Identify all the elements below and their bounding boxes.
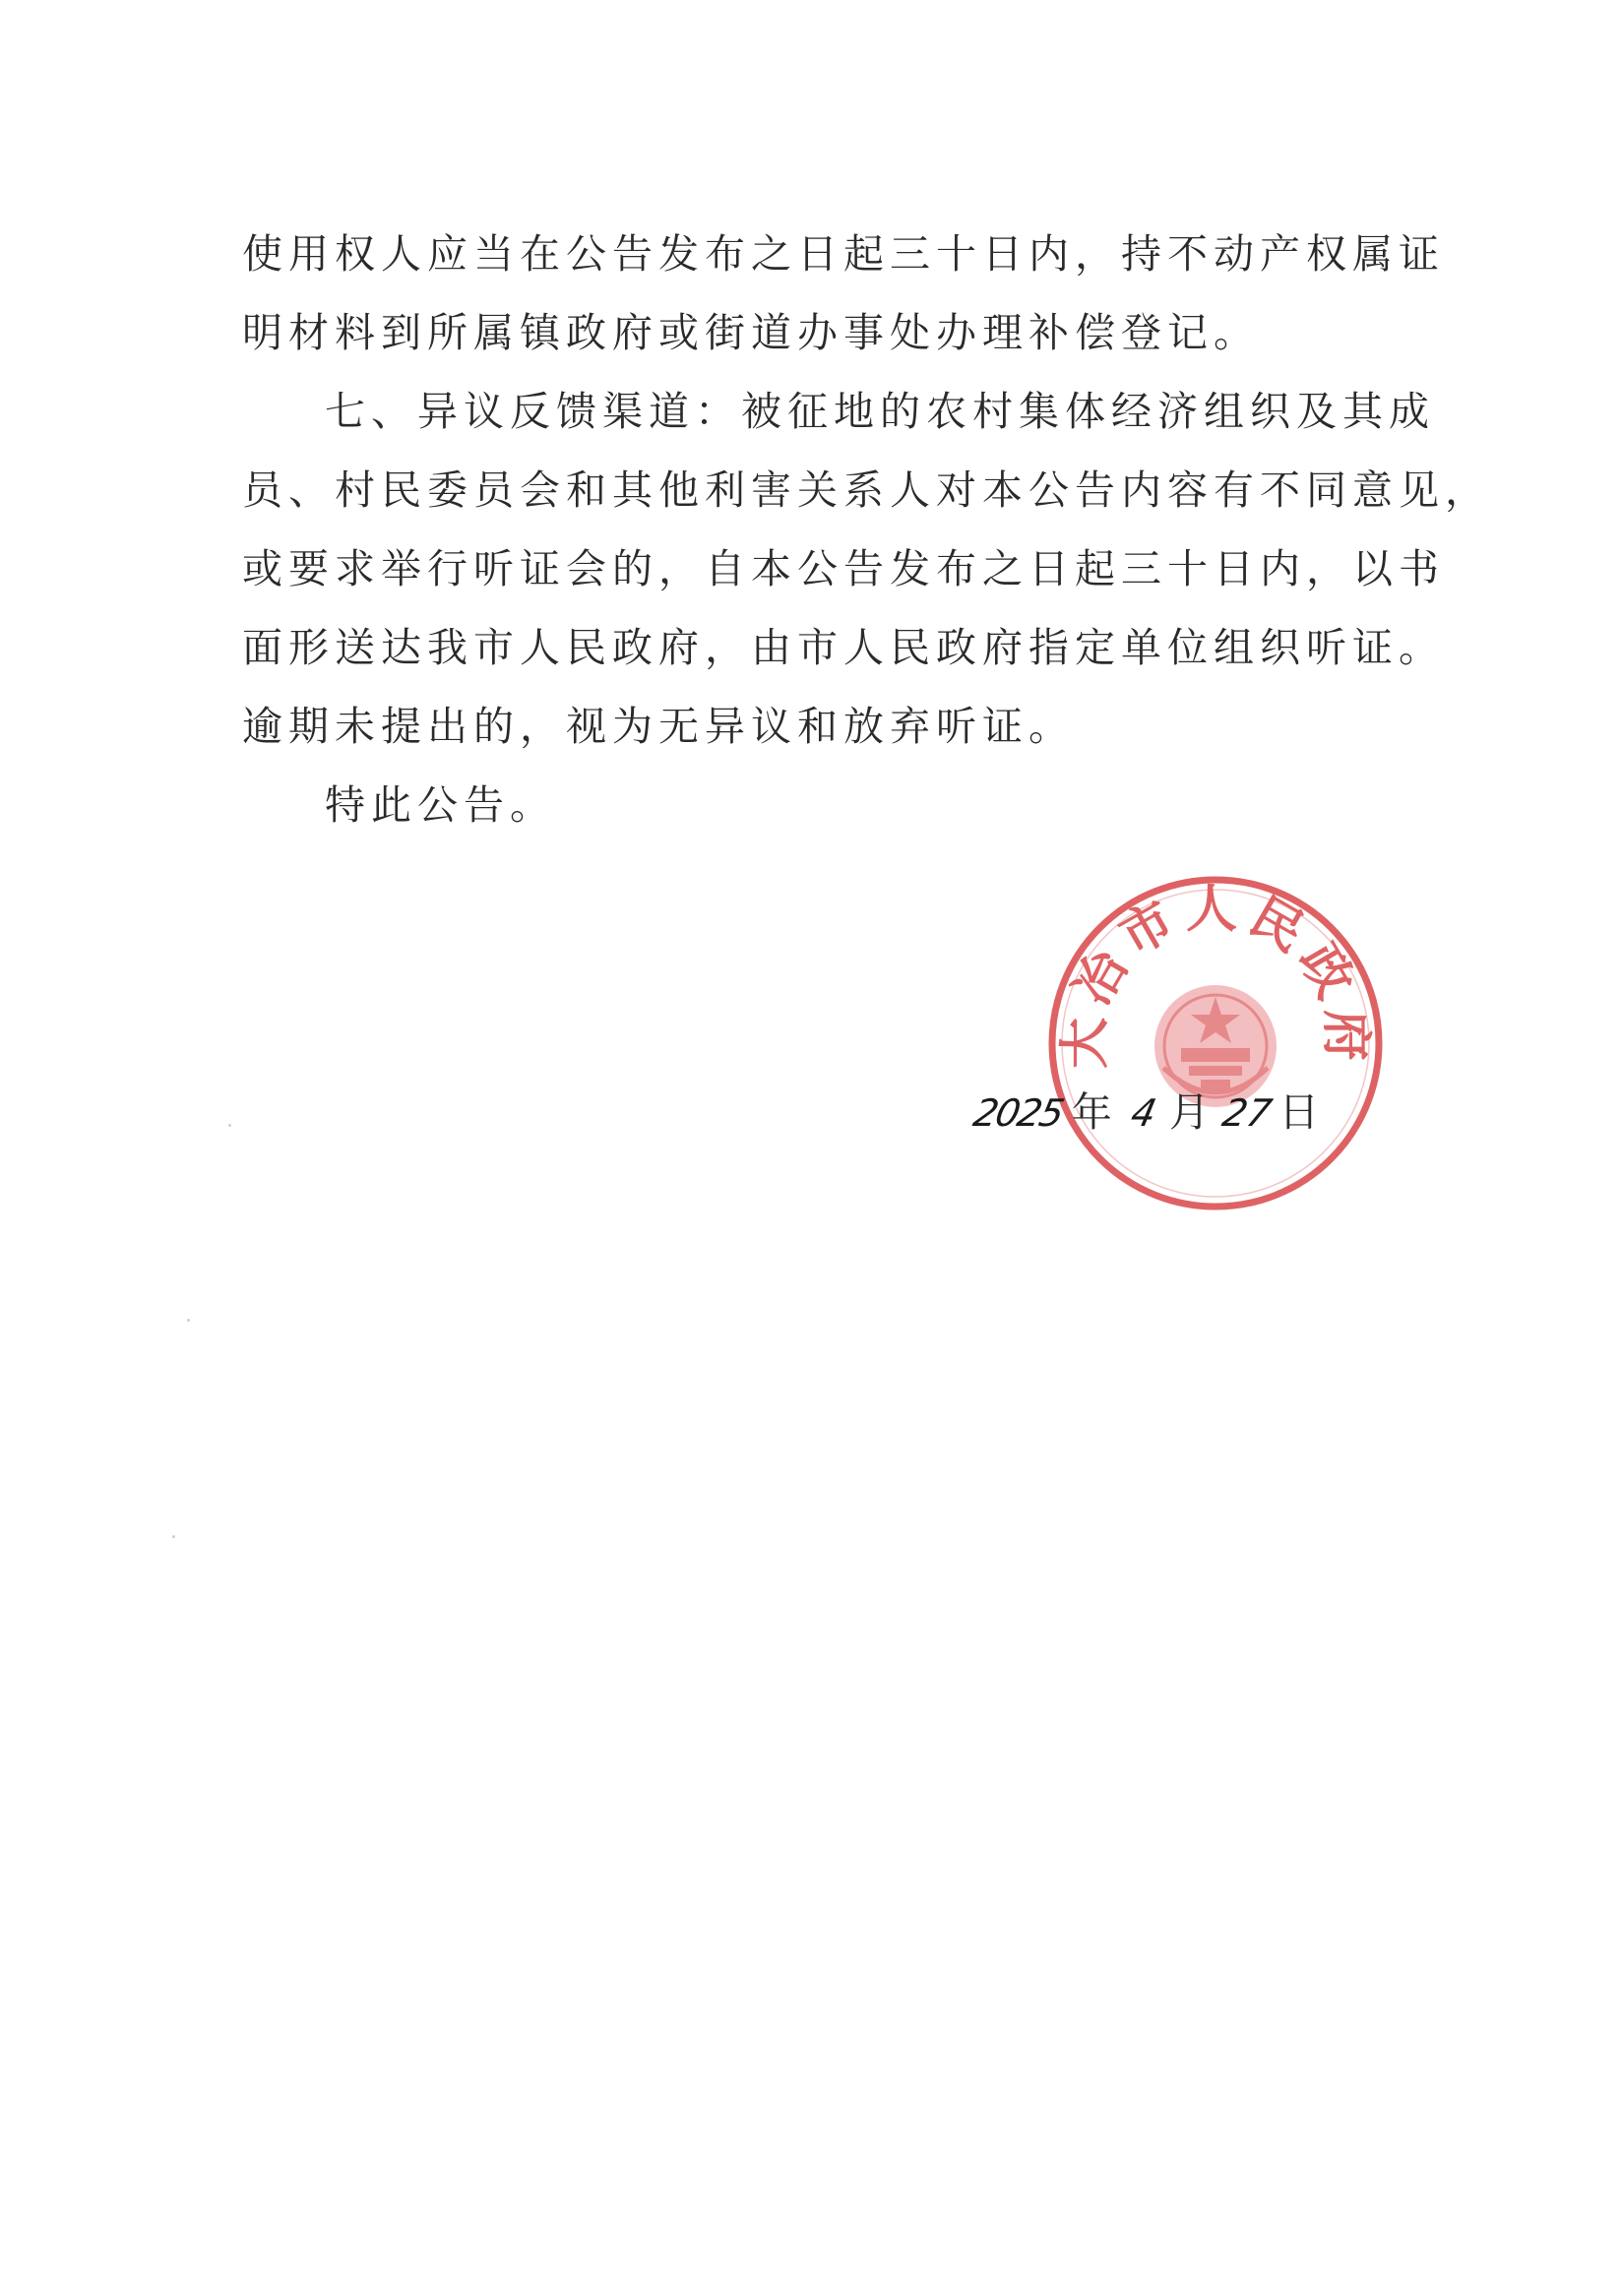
- body-line: 员、村民委员会和其他利害关系人对本公告内容有不同意见，: [242, 466, 1491, 514]
- date-year: 2025: [969, 1091, 1067, 1135]
- document-body: [242, 215, 1491, 844]
- issue-date: [969, 1073, 1320, 1151]
- date-month-unit: 月: [1168, 1088, 1210, 1136]
- body-line: 明材料到所属镇政府或街道办事处办理补偿登记。: [242, 309, 1260, 356]
- date-month: 4: [1127, 1091, 1160, 1135]
- date-year-unit: 年: [1071, 1088, 1112, 1136]
- scan-speck: [172, 1535, 175, 1538]
- scan-speck: [228, 1124, 231, 1127]
- svg-text:大冶市人民政府: 大冶市人民政府: [1054, 879, 1377, 1070]
- body-line: 使用权人应当在公告发布之日起三十日内，持不动产权属证: [242, 230, 1445, 278]
- scan-speck: [187, 1319, 190, 1322]
- body-line: 或要求举行听证会的，自本公告发布之日起三十日内，以书: [242, 545, 1445, 592]
- body-line: 逾期未提出的，视为无异议和放弃听证。: [242, 703, 1075, 750]
- body-line: 面形送达我市人民政府，由市人民政府指定单位组织听证。: [242, 624, 1445, 671]
- closing-line: 特此公告。: [325, 781, 556, 829]
- date-day: 27: [1218, 1091, 1276, 1135]
- body-line: 七、异议反馈渠道：被征地的农村集体经济组织及其成: [325, 388, 1435, 435]
- date-day-unit: 日: [1278, 1088, 1320, 1136]
- official-seal-icon: [1043, 871, 1388, 1215]
